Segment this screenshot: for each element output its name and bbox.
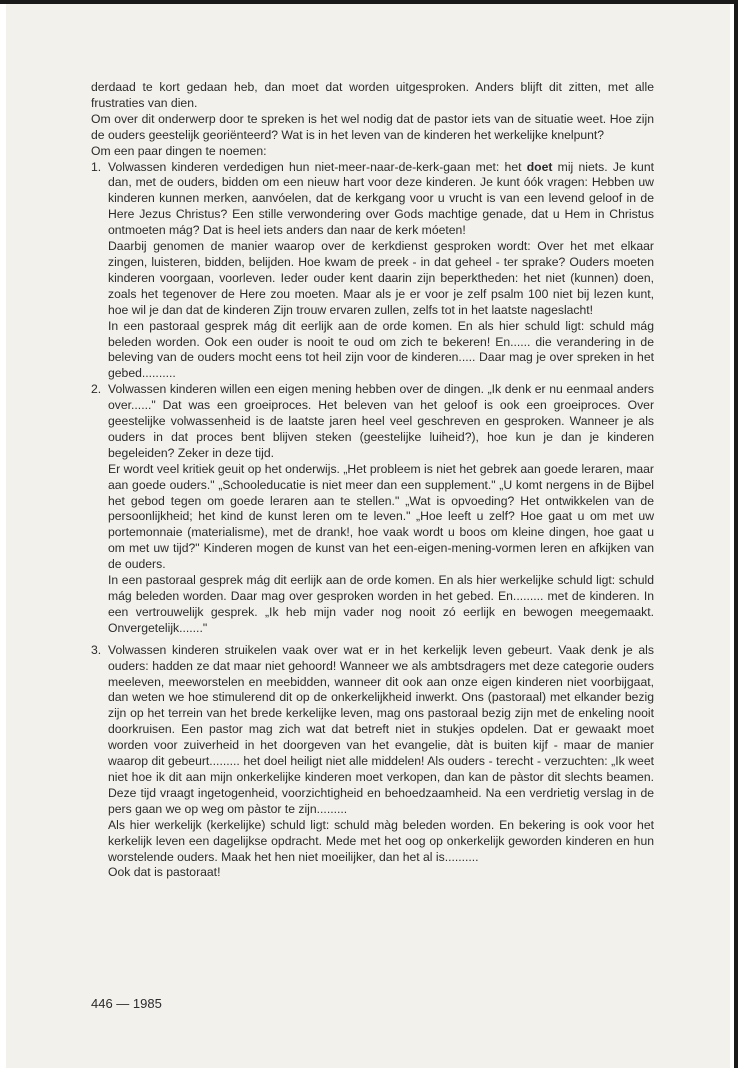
point-number: 2. — [91, 382, 102, 397]
point-1-text-rest: mij niets. Je kunt dan, met de ouders, bidden om een nieuw hart voor deze kinderen. Je kunt óók vragen: Hebben uw kinderen kunnen merken, aanvóelen, dat de kerkgang voor u vrucht is van een levend geloof in de Here Jezus Christus? Een stille verwondering over Gods machtige genade, dat u Hem in Christus ontmoeten mág? Dat is heel iets anders dan naar de kerk móeten! — [108, 159, 654, 238]
intro-paragraph-2: Om over dit onderwerp door te spreken is het wel nodig dat de pastor iets van de situatie weet. Hoe zijn de ouders geestelijk georiënteerd? Wat is in het leven van de kinderen het werkelijke knelpunt? — [91, 111, 654, 142]
point-1-paragraph-1 — [108, 160, 654, 240]
emphasis-word: doet — [526, 159, 553, 174]
point-1-text-start: Volwassen kinderen verdedigen hun niet-meer-naar-de-kerk-gaan met: het — [108, 159, 527, 174]
point-2 — [91, 382, 654, 637]
point-2-paragraph-3: In een pastoraal gesprek mág dit eerlijk aan de orde komen. En als hier werkelijke schuld ligt: schuld mág beleden worden. Daar mag over gesproken worden in het gebed. En......... met de kinderen. In een vertrouwelijk gesprek. „Ik heb mijn vader nog nooit zó eerlijk en bewogen meegemaakt. Onvergetelijk......." — [108, 573, 654, 635]
intro-paragraph-3: Om een paar dingen te noemen: — [91, 143, 267, 158]
page-folio: 446 — 1985 — [91, 996, 162, 1011]
point-3-paragraph-3: Ook dat is pastoraat! — [108, 865, 221, 880]
numbered-points — [91, 160, 654, 882]
point-number: 3. — [91, 642, 102, 657]
point-1 — [91, 160, 654, 383]
point-2-paragraph-1: Volwassen kinderen willen een eigen mening hebben over de dingen. „Ik denk er nu eenmaal anders over......" Dat was een groeiproces. Het beleven van het geloof is ook een groeiproces. Over geestelijke volwassenheid is de laatste jaren heel veel geschreven en gesproken. Wanneer je als ouders in dat proces bent blijven steken (geestelijke luiheid?), hoe kun je dan je kinderen begeleiden? Zeker in deze tijd. — [108, 382, 654, 460]
point-1-paragraph-3: In een pastoraal gesprek mág dit eerlijk aan de orde komen. En als hier schuld ligt: schuld mág beleden worden. Ook een ouder is nooit te oud om zich te bekeren! En...... die verandering in de beleving van de ouders mocht eens tot heil zijn voor de kinderen..... Daar mag je over spreken in het gebed.......... — [108, 318, 654, 381]
point-3-paragraph-2: Als hier werkelijk (kerkelijke) schuld ligt: schuld màg beleden worden. En bekering is ook voor het kerkelijk leven een dagelijkse opdracht. Mede met het oog op onkerkelijk geworden kinderen en hun worstelende ouders. Maak het hen niet moeilijker, dan het al is.......... — [108, 817, 654, 864]
article-body — [91, 80, 654, 881]
scan-border-right — [734, 0, 738, 1068]
point-1-paragraph-2: Daarbij genomen de manier waarop over de kerkdienst gesproken wordt: Over het met elkaar zingen, luisteren, bidden, belijden. Hoe kwam de preek - in dat geheel - ter sprake? Ouders moeten kinderen voorgaan, voorleven. Ieder ouder kent daarin zijn beperktheden: het niet (kunnen) doen, zoals het tegenover de Here zou moeten. Maar als je er voor je zelf psalm 100 niet bij lezen kunt, hoe wil je dan dat de kinderen Zijn trouw ervaren zullen, zelfs tot in het laatste nageslacht! — [108, 239, 654, 317]
intro-paragraph-1: derdaad te kort gedaan heb, dan moet dat worden uitgesproken. Anders blijft dit zitten, met alle frustraties van dien. — [91, 80, 654, 110]
point-3-paragraph-1: Volwassen kinderen struikelen vaak over wat er in het kerkelijk leven gebeurt. Vaak denk je als ouders: hadden ze dat maar niet gehoord! Wanneer we als ambtsdragers met deze categorie ouders meeleven, meeworstelen en meebidden, wanneer dit ook aan onze eigen kinderen niet voorbijgaat, dan weten we hoe stimulerend dit op de onkerkelijkheid inwerkt. Ons (pastoraal) met elkander bezig zijn op het terrein van het brede kerkelijke leven, mag ons pastoraal bezig zijn met de enkeling nooit doorkruisen. Een pastor mag zich wat dat betreft niet in stukjes opdelen. Dat er gewaakt moet worden voor zuiverheid in het doorgeven van het evangelie, dàt is buiten kijf - maar de manier waarop dit gebeurt......... het doel heiligt niet alle middelen! Als ouders - terecht - verzuchten: „Ik weet niet hoe ik dit aan mijn onkerkelijke kinderen moet verkopen, dan kan de pàstor dit slechts beamen. Deze tijd vraagt ingetogenheid, voorzichtigheid en behoedzaamheid. Na een verdrietig verslag in de pers gaan we op weg om pàstor te zijn......... — [108, 642, 654, 816]
point-number: 1. — [91, 159, 102, 174]
point-2-paragraph-2: Er wordt veel kritiek geuit op het onderwijs. „Het probleem is niet het gebrek aan goede leraren, maar aan goede ouders." „Schooleducatie is niet meer dan een supplement." „U komt nergens in de Bijbel het gebod tegen om goede leraren aan te stellen." „Wat is opvoeding? Het ontwikkelen van de persoonlijkheid; het kind de kunst leren om te leven." „Hoe leeft u zelf? Hoe gaat u om met uw portemonnaie (materialisme), met de drank!, hoe vaak wordt u boos om kleine dingen, hoe gaat u om met uw tijd?" Kinderen mogen de kunst van het een-eigen-mening-vormen leren en afkijken van de ouders. — [108, 461, 654, 572]
point-3 — [91, 643, 654, 882]
